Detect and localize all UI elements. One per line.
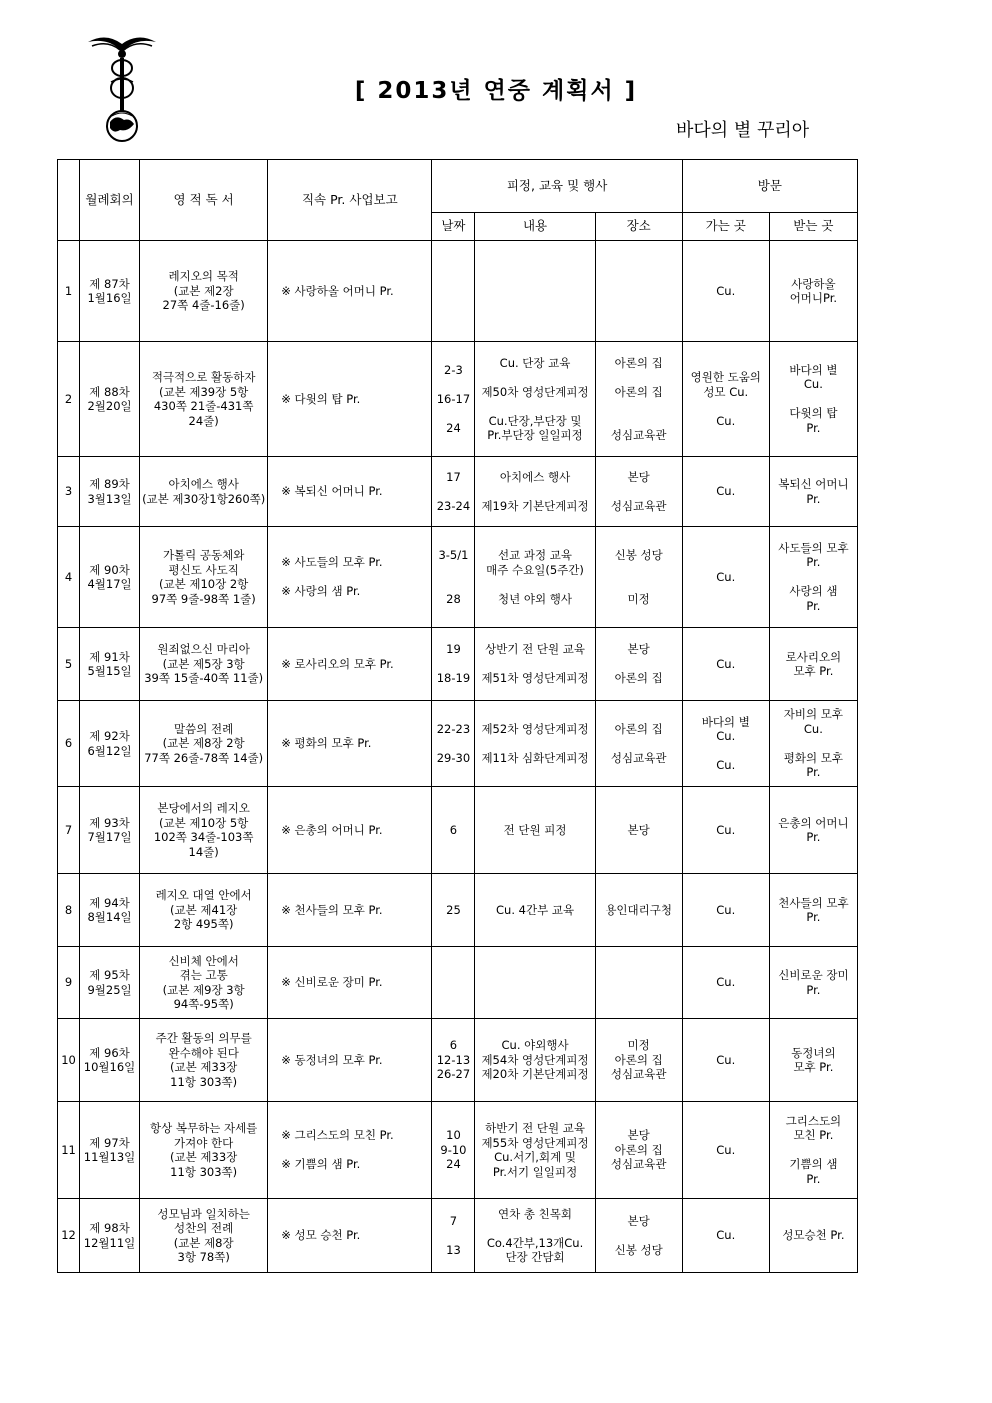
date-cell <box>432 241 475 342</box>
table-row <box>58 457 858 527</box>
table-body <box>58 241 858 1273</box>
reading-cell: 신비체 안에서 겪는 고통 (교본 제9장 3항 94쪽-95쪽) <box>140 947 268 1019</box>
receive-cell: 신비로운 장미 Pr. <box>769 947 857 1019</box>
place-cell: 본당 아론의 집 <box>595 628 682 701</box>
date-cell: 22-23 29-30 <box>432 701 475 787</box>
header-visit: 방문 <box>682 160 857 213</box>
content-cell: 상반기 전 단원 교육 제51차 영성단계피정 <box>475 628 595 701</box>
reading-cell: 원죄없으신 마리아 (교본 제5장 3항 39쪽 15줄-40쪽 11줄) <box>140 628 268 701</box>
table-row <box>58 241 858 342</box>
content-cell: 전 단원 피정 <box>475 787 595 874</box>
header-report: 직속 Pr. 사업보고 <box>268 160 432 241</box>
receive-cell: 천사들의 모후 Pr. <box>769 874 857 947</box>
reading-cell: 가톨릭 공동체와 평신도 사도직 (교본 제10장 2항 97쪽 9줄-98쪽 1줄) <box>140 527 268 628</box>
go-cell: 영원한 도움의 성모 Cu. Cu. <box>682 342 769 457</box>
receive-cell: 복되신 어머니 Pr. <box>769 457 857 527</box>
go-cell: Cu. <box>682 1199 769 1273</box>
content-cell: 선교 과정 교육 매주 수요일(5주간) 청년 야외 행사 <box>475 527 595 628</box>
receive-cell: 은총의 어머니 Pr. <box>769 787 857 874</box>
content-cell: Cu. 4간부 교육 <box>475 874 595 947</box>
meeting-cell: 제 90차 4월17일 <box>80 527 140 628</box>
meeting-cell: 제 87차 1월16일 <box>80 241 140 342</box>
place-cell: 아론의 집 아론의 집 성심교육관 <box>595 342 682 457</box>
receive-cell: 그리스도의 모친 Pr. 기쁨의 샘 Pr. <box>769 1102 857 1199</box>
report-cell: ※ 다윗의 탑 Pr. <box>268 342 432 457</box>
go-cell: Cu. <box>682 527 769 628</box>
table-row <box>58 701 858 787</box>
go-cell: Cu. <box>682 874 769 947</box>
go-cell: Cu. <box>682 457 769 527</box>
header-reading: 영 적 독 서 <box>140 160 268 241</box>
receive-cell: 로사리오의 모후 Pr. <box>769 628 857 701</box>
go-cell: Cu. <box>682 947 769 1019</box>
date-cell: 6 <box>432 787 475 874</box>
content-cell: 하반기 전 단원 교육 제55차 영성단계피정 Cu.서기,회계 및 Pr.서기 일일피정 <box>475 1102 595 1199</box>
page-title: [ 2013년 연중 계획서 ] <box>354 78 638 104</box>
go-cell: Cu. <box>682 787 769 874</box>
place-cell <box>595 241 682 342</box>
date-cell: 3-5/1 28 <box>432 527 475 628</box>
report-cell: ※ 사도들의 모후 Pr. ※ 사랑의 샘 Pr. <box>268 527 432 628</box>
receive-cell: 동정녀의 모후 Pr. <box>769 1019 857 1102</box>
table-row <box>58 947 858 1019</box>
header-go: 가는 곳 <box>682 213 769 241</box>
table-row <box>58 787 858 874</box>
organization-name: 바다의 별 꾸리아 <box>676 120 810 141</box>
table-row <box>58 1019 858 1102</box>
receive-cell: 성모승천 Pr. <box>769 1199 857 1273</box>
row-number: 6 <box>58 701 80 787</box>
row-number: 1 <box>58 241 80 342</box>
go-cell: Cu. <box>682 241 769 342</box>
reading-cell: 본당에서의 레지오 (교본 제10장 5항 102쪽 34줄-103쪽 14줄) <box>140 787 268 874</box>
report-cell: ※ 신비로운 장미 Pr. <box>268 947 432 1019</box>
date-cell: 2-3 16-17 24 <box>432 342 475 457</box>
meeting-cell: 제 97차 11월13일 <box>80 1102 140 1199</box>
place-cell: 신봉 성당 미정 <box>595 527 682 628</box>
content-cell: Cu. 야외행사 제54차 영성단계피정 제20차 기본단계피정 <box>475 1019 595 1102</box>
row-number: 2 <box>58 342 80 457</box>
reading-cell: 말씀의 전례 (교본 제8장 2항 77쪽 26줄-78쪽 14줄) <box>140 701 268 787</box>
reading-cell: 레지오 대열 안에서 (교본 제41장 2항 495쪽) <box>140 874 268 947</box>
date-cell: 19 18-19 <box>432 628 475 701</box>
receive-cell: 사도들의 모후 Pr. 사랑의 샘 Pr. <box>769 527 857 628</box>
reading-cell: 아치에스 행사 (교본 제30장1항260쪽) <box>140 457 268 527</box>
go-cell: Cu. <box>682 1102 769 1199</box>
date-cell: 10 9-10 24 <box>432 1102 475 1199</box>
reading-cell: 적극적으로 활동하자 (교본 제39장 5항 430쪽 21줄-431쪽 24줄) <box>140 342 268 457</box>
reading-cell: 레지오의 목적 (교본 제2장 27쪽 4줄-16줄) <box>140 241 268 342</box>
table-row <box>58 1199 858 1273</box>
header-meeting: 월례회의 <box>80 160 140 241</box>
row-number: 11 <box>58 1102 80 1199</box>
meeting-cell: 제 88차 2월20일 <box>80 342 140 457</box>
place-cell: 본당 <box>595 787 682 874</box>
date-cell: 6 12-13 26-27 <box>432 1019 475 1102</box>
reading-cell: 성모님과 일치하는 성찬의 전례 (교본 제8장 3항 78쪽) <box>140 1199 268 1273</box>
place-cell: 용인대리구청 <box>595 874 682 947</box>
place-cell <box>595 947 682 1019</box>
content-cell: 아치에스 행사 제19차 기본단계피정 <box>475 457 595 527</box>
header-place: 장소 <box>595 213 682 241</box>
table-row <box>58 1102 858 1199</box>
row-number: 10 <box>58 1019 80 1102</box>
content-cell: Cu. 단장 교육 제50차 영성단계피정 Cu.단장,부단장 및 Pr.부단장 일일피정 <box>475 342 595 457</box>
meeting-cell: 제 95차 9월25일 <box>80 947 140 1019</box>
receive-cell: 자비의 모후 Cu. 평화의 모후 Pr. <box>769 701 857 787</box>
report-cell: ※ 성모 승천 Pr. <box>268 1199 432 1273</box>
header-content: 내용 <box>475 213 595 241</box>
reading-cell: 항상 복무하는 자세를 가져야 한다 (교본 제33장 11항 303쪽) <box>140 1102 268 1199</box>
date-cell: 17 23-24 <box>432 457 475 527</box>
place-cell: 본당 아론의 집 성심교육관 <box>595 1102 682 1199</box>
header-date: 날짜 <box>432 213 475 241</box>
meeting-cell: 제 91차 5월15일 <box>80 628 140 701</box>
date-cell: 7 13 <box>432 1199 475 1273</box>
receive-cell: 바다의 별 Cu. 다윗의 탑 Pr. <box>769 342 857 457</box>
content-cell <box>475 241 595 342</box>
report-cell: ※ 동정녀의 모후 Pr. <box>268 1019 432 1102</box>
go-cell: 바다의 별 Cu. Cu. <box>682 701 769 787</box>
row-number: 8 <box>58 874 80 947</box>
meeting-cell: 제 89차 3월13일 <box>80 457 140 527</box>
table-row <box>58 342 858 457</box>
annual-plan-table <box>57 159 858 1273</box>
place-cell: 아론의 집 성심교육관 <box>595 701 682 787</box>
content-cell <box>475 947 595 1019</box>
table-row <box>58 527 858 628</box>
row-number: 7 <box>58 787 80 874</box>
header-events: 피정, 교육 및 행사 <box>432 160 682 213</box>
go-cell: Cu. <box>682 1019 769 1102</box>
date-cell: 25 <box>432 874 475 947</box>
row-number: 3 <box>58 457 80 527</box>
meeting-cell: 제 92차 6월12일 <box>80 701 140 787</box>
content-cell: 연차 총 친목회 Co.4간부,13개Cu. 단장 간담회 <box>475 1199 595 1273</box>
place-cell: 본당 성심교육관 <box>595 457 682 527</box>
row-number: 5 <box>58 628 80 701</box>
report-cell: ※ 로사리오의 모후 Pr. <box>268 628 432 701</box>
receive-cell: 사랑하올 어머니Pr. <box>769 241 857 342</box>
report-cell: ※ 사랑하올 어머니 Pr. <box>268 241 432 342</box>
go-cell: Cu. <box>682 628 769 701</box>
report-cell: ※ 은총의 어머니 Pr. <box>268 787 432 874</box>
meeting-cell: 제 94차 8월14일 <box>80 874 140 947</box>
report-cell: ※ 복되신 어머니 Pr. <box>268 457 432 527</box>
table-row <box>58 628 858 701</box>
header-number <box>58 160 80 241</box>
place-cell: 본당 신봉 성당 <box>595 1199 682 1273</box>
report-cell: ※ 천사들의 모후 Pr. <box>268 874 432 947</box>
table-row <box>58 874 858 947</box>
content-cell: 제52차 영성단계피정 제11차 심화단계피정 <box>475 701 595 787</box>
meeting-cell: 제 96차 10월16일 <box>80 1019 140 1102</box>
row-number: 9 <box>58 947 80 1019</box>
meeting-cell: 제 93차 7월17일 <box>80 787 140 874</box>
meeting-cell: 제 98차 12월11일 <box>80 1199 140 1273</box>
row-number: 4 <box>58 527 80 628</box>
place-cell: 미정 아론의 집 성심교육관 <box>595 1019 682 1102</box>
date-cell <box>432 947 475 1019</box>
header-receive: 받는 곳 <box>769 213 857 241</box>
reading-cell: 주간 활동의 의무를 완수해야 된다 (교본 제33장 11항 303쪽) <box>140 1019 268 1102</box>
row-number: 12 <box>58 1199 80 1273</box>
report-cell: ※ 그리스도의 모친 Pr. ※ 기쁨의 샘 Pr. <box>268 1102 432 1199</box>
report-cell: ※ 평화의 모후 Pr. <box>268 701 432 787</box>
